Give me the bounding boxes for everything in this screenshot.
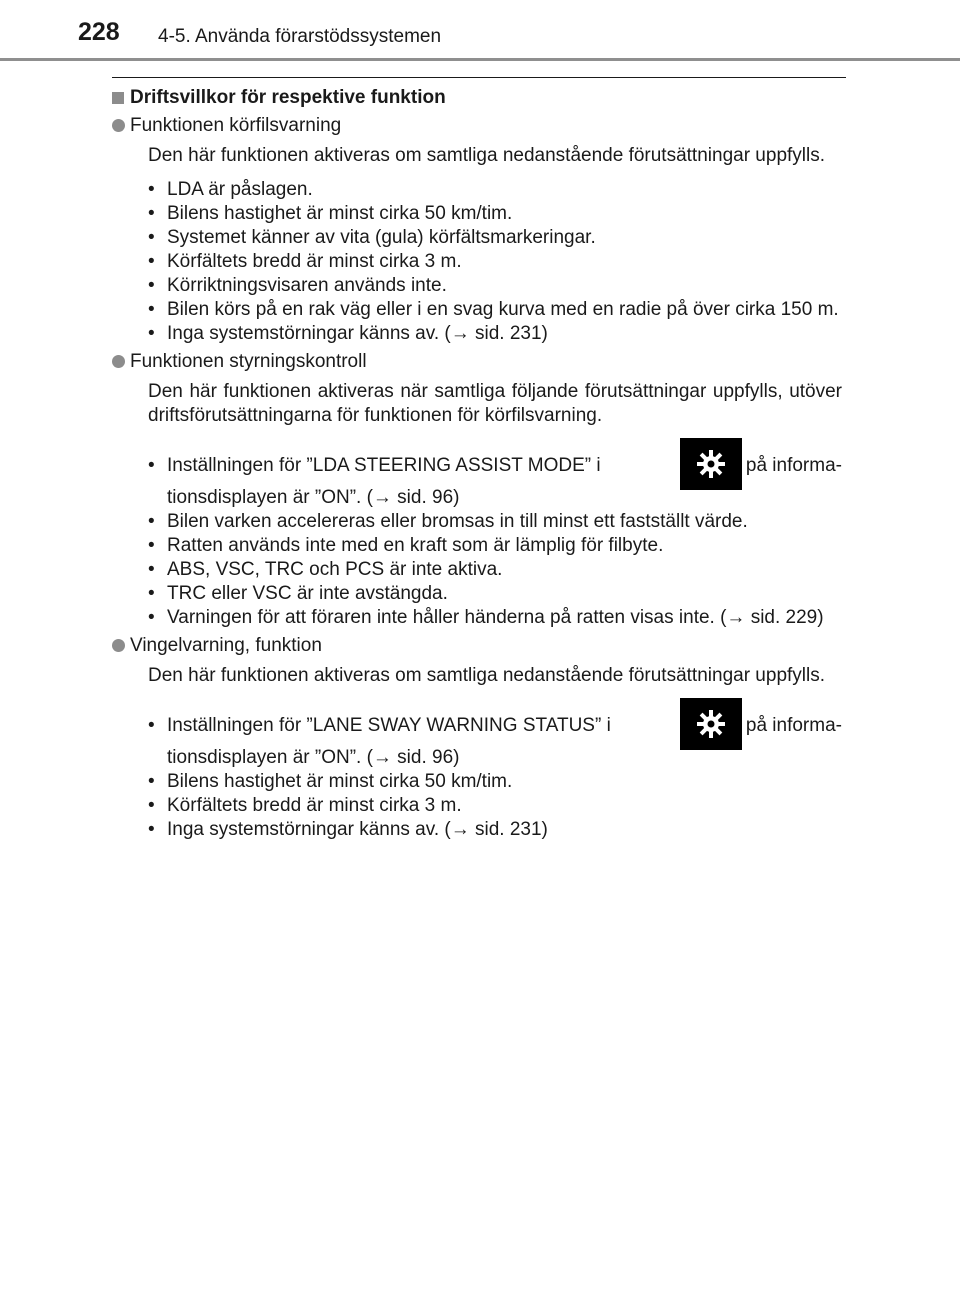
section-title: Driftsvillkor för respektive funktion	[130, 87, 446, 108]
circle-bullet-icon	[112, 119, 125, 132]
subheading-text: Funktionen styrningskontroll	[130, 351, 367, 372]
setting-continuation	[148, 746, 842, 770]
steering-control-heading	[112, 350, 842, 374]
sway-warning-intro: Den här funktionen aktiveras om samtliga nedanstående förutsättningar uppfylls.	[148, 665, 826, 686]
lane-departure-conditions	[148, 178, 842, 346]
sway-warning-conditions	[148, 698, 842, 842]
circle-bullet-icon	[112, 355, 125, 368]
list-item: • Inga systemstörningar känns av. (→ sid. 231)	[148, 818, 842, 842]
section-divider	[112, 77, 846, 78]
list-item: • Körfältets bredd är minst cirka 3 m.	[148, 794, 842, 818]
chapter-title: 4-5. Använda förarstödssystemen	[158, 26, 442, 47]
setting-cont-text: tionsdisplayen är ”ON”. (→ sid. 96)	[167, 747, 460, 768]
steering-control-intro: Den här funktionen aktiveras när samtliga följande förutsättningar uppfylls, utöver driftsförutsättningarna för funktionen för körfilsvarning.	[148, 381, 842, 426]
page-header	[0, 0, 960, 60]
header-divider	[0, 58, 960, 61]
lane-departure-intro: Den här funktionen aktiveras om samtliga nedanstående förutsättningar uppfylls.	[148, 145, 826, 166]
settings-gear-icon	[680, 698, 742, 750]
list-item: • Varningen för att föraren inte håller händerna på ratten visas inte. (→ sid. 229)	[148, 606, 842, 630]
subheading-text: Funktionen körfilsvarning	[130, 115, 342, 136]
settings-gear-icon	[680, 438, 742, 490]
list-item: • Körfältets bredd är minst cirka 3 m.	[148, 250, 842, 274]
list-item: • Bilens hastighet är minst cirka 50 km/tim.	[148, 770, 842, 794]
list-item: • Körriktningsvisaren används inte.	[148, 274, 842, 298]
list-item: • LDA är påslagen.	[148, 178, 842, 202]
list-item: • TRC eller VSC är inte avstängda.	[148, 582, 842, 606]
setting-cont-text: tionsdisplayen är ”ON”. (→ sid. 96)	[167, 487, 460, 508]
page-number: 228	[78, 18, 120, 46]
subheading-text: Vingelvarning, funktion	[130, 635, 322, 656]
list-item: • Ratten används inte med en kraft som är lämplig för filbyte.	[148, 534, 842, 558]
list-item: • ABS, VSC, TRC och PCS är inte aktiva.	[148, 558, 842, 582]
setting-lead: Inställningen för ”LANE SWAY WARNING STATUS” i	[167, 715, 611, 736]
list-item: • Inga systemstörningar känns av. (→ sid. 231)	[148, 322, 842, 346]
list-item: • Bilens hastighet är minst cirka 50 km/tim.	[148, 202, 842, 226]
square-bullet-icon	[112, 92, 124, 104]
sway-warning-heading	[112, 634, 842, 658]
section-heading	[112, 86, 842, 110]
lane-departure-heading	[112, 114, 842, 138]
steering-control-conditions	[148, 438, 842, 630]
list-item: • Systemet känner av vita (gula) körfältsmarkeringar.	[148, 226, 842, 250]
setting-tail: på informa-	[745, 455, 842, 476]
circle-bullet-icon	[112, 639, 125, 652]
list-item: • Bilen körs på en rak väg eller i en svag kurva med en radie på över cirka 150 m.	[148, 298, 842, 322]
list-item: • Bilen varken accelereras eller bromsas in till minst ett fastställt värde.	[148, 510, 842, 534]
setting-tail: på informa-	[745, 715, 842, 736]
page-content	[112, 86, 842, 844]
setting-lead: Inställningen för ”LDA STEERING ASSIST MODE” i	[167, 455, 601, 476]
setting-continuation	[148, 486, 842, 510]
